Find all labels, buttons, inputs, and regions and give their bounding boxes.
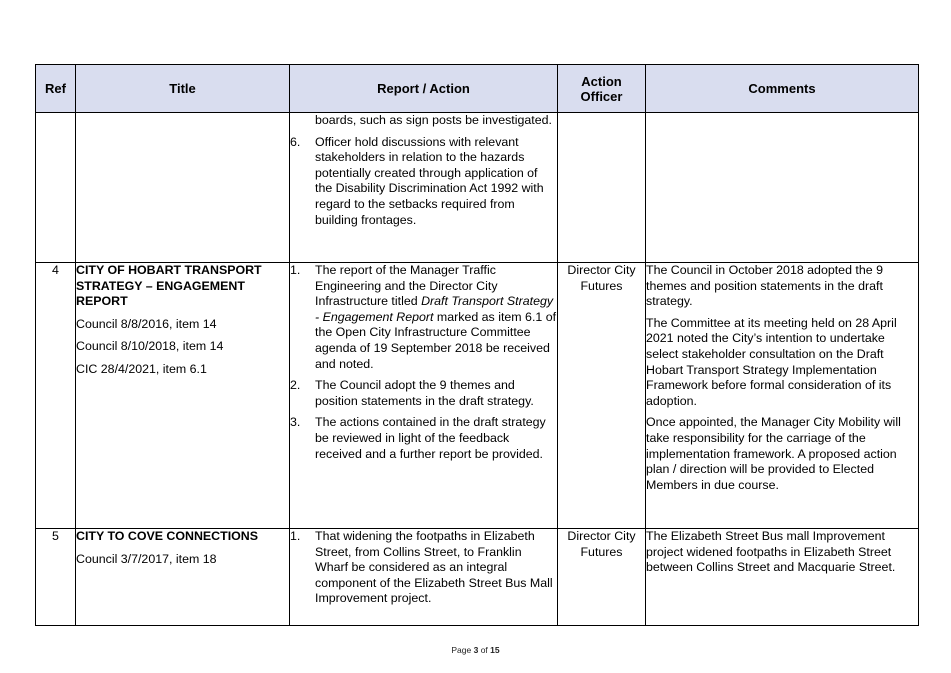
page-footer	[0, 645, 951, 655]
action-item-text: The Council adopt the 9 themes and position statements in the draft strategy.	[315, 378, 534, 408]
table-row-4	[36, 263, 919, 529]
action-item-number: 3.	[290, 415, 301, 430]
cell-report	[290, 263, 558, 529]
header-comments: Comments	[646, 65, 919, 113]
cell-comments	[646, 263, 919, 529]
comment-paragraph: The Elizabeth Street Bus mall Improvement project widened footpaths in Elizabeth Street between Collins Street and Macquarie Street.	[646, 529, 896, 575]
report-title-italic: Draft Transport Strategy - Engagement Report	[315, 294, 554, 324]
table-header-row	[36, 65, 919, 113]
action-item-text: Officer hold discussions with relevant stakeholders in relation to the hazards potentially created through application of the Disability Discrimination Act 1992 with regard to the setbacks required from building frontages.	[315, 134, 544, 227]
cell-comments	[646, 529, 919, 626]
meeting-reference: CIC 28/4/2021, item 6.1	[76, 361, 207, 376]
action-table	[35, 64, 919, 626]
cell-report	[290, 529, 558, 626]
meeting-reference: Council 3/7/2017, item 18	[76, 551, 217, 566]
cell-action-officer: Director City Futures	[558, 263, 646, 529]
cell-ref: 4	[36, 263, 76, 529]
header-officer-line2: Officer	[580, 88, 623, 104]
action-item-2	[290, 378, 557, 409]
report-continuation-text: boards, such as sign posts be investigated.	[315, 113, 552, 127]
header-report-action: Report / Action	[290, 65, 558, 113]
action-item-number: 2.	[290, 378, 301, 393]
item-title: CITY TO COVE CONNECTIONS	[76, 529, 258, 543]
comment-paragraph: The Committee at its meeting held on 28 April 2021 noted the City’s intention to undertake select stakeholder consultation on the Draft Hobart Transport Strategy Implementation Framework before formal consideration of its adoption.	[646, 315, 897, 408]
action-item-3	[290, 415, 557, 462]
cell-title-continued	[76, 113, 290, 263]
action-item-text-part: marked as item 6.1 of the Open City Infrastructure Committee agenda of 19 September 2018 be received and noted.	[315, 309, 557, 371]
cell-officer-continued	[558, 113, 646, 263]
meeting-reference: Council 8/10/2018, item 14	[76, 339, 224, 354]
item-title: CITY OF HOBART TRANSPORT STRATEGY – ENGAGEMENT REPORT	[76, 263, 262, 309]
header-officer-line1: Action	[581, 73, 622, 89]
cell-ref: 5	[36, 529, 76, 626]
table-row-5	[36, 529, 919, 626]
table-row-continued	[36, 113, 919, 263]
action-item-number: 6.	[290, 134, 301, 149]
action-item-1	[290, 263, 557, 372]
action-item-number: 1.	[290, 263, 301, 277]
header-action-officer	[558, 65, 646, 113]
cell-comments-continued	[646, 113, 919, 263]
page-word: Page	[451, 645, 472, 655]
header-ref: Ref	[36, 65, 76, 113]
page-current: 3	[473, 645, 479, 655]
meeting-reference: Council 8/8/2016, item 14	[76, 316, 217, 331]
of-word: of	[480, 645, 488, 655]
cell-action-officer: Director City Futures	[558, 529, 646, 626]
action-item-text: The actions contained in the draft strategy be reviewed in light of the feedback received and a further report be provided.	[315, 415, 546, 461]
comment-paragraph: The Council in October 2018 adopted the 9 themes and position statements in the draft strategy.	[646, 263, 883, 309]
action-item-1	[290, 529, 557, 607]
cell-report-continued	[290, 113, 558, 263]
action-item-text-part: The report of the Manager Traffic Engineering and the Director City Infrastructure titled	[315, 263, 498, 309]
page-total: 15	[490, 645, 500, 655]
cell-ref-continued	[36, 113, 76, 263]
action-item-number: 1.	[290, 529, 301, 543]
cell-title	[76, 263, 290, 529]
cell-title	[76, 529, 290, 626]
action-item-text: That widening the footpaths in Elizabeth Street, from Collins Street, to Franklin Wharf be considered as an integral component of the Elizabeth Street Bus Mall Improvement project.	[315, 529, 553, 606]
header-title: Title	[76, 65, 290, 113]
comment-paragraph: Once appointed, the Manager City Mobility will take responsibility for the carriage of the implementation framework. A proposed action plan / direction will be provided to Elected Members in due course.	[646, 415, 901, 492]
action-item-6	[290, 135, 557, 229]
